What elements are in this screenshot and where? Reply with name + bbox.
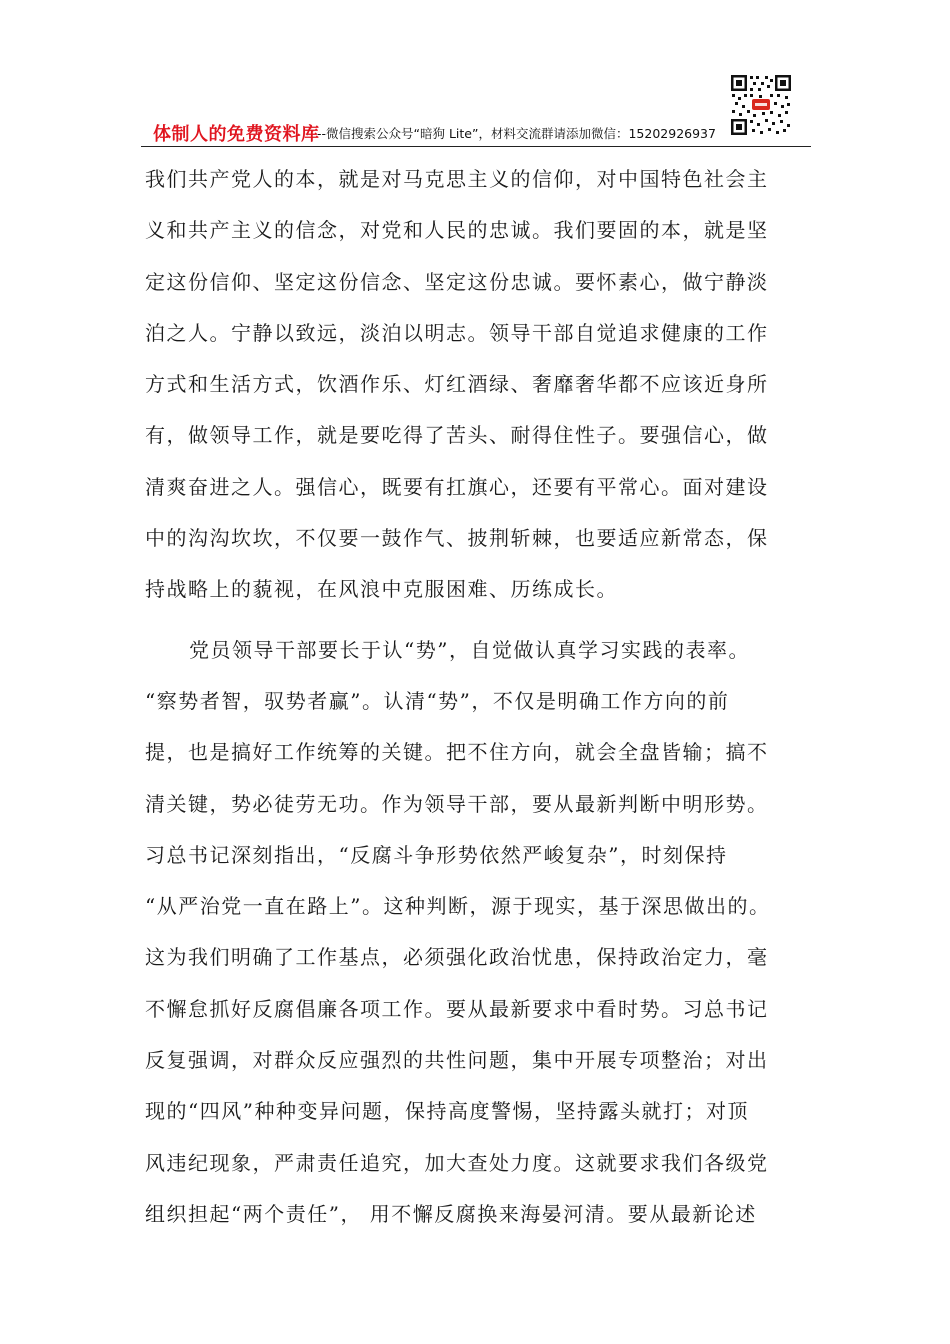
- page-header: [141, 118, 811, 144]
- text-line: 持战略上的藐视，在风浪中克服困难、历练成长。: [145, 577, 618, 602]
- text-line: 不懈怠抓好反腐倡廉各项工作。要从最新要求中看时势。习总书记: [145, 996, 769, 1021]
- document-body: [145, 156, 805, 1242]
- paragraph-1: [145, 156, 805, 618]
- text-line: 风违纪现象，严肃责任追究，加大查处力度。这就要求我们各级党: [145, 1150, 769, 1175]
- text-line: 反复强调，对群众反应强烈的共性问题，集中开展专项整治；对出: [145, 1048, 769, 1073]
- text-line: 义和共产主义的信念，对党和人民的忠诚。我们要固的本，就是坚: [145, 218, 769, 243]
- text-line: 清爽奋进之人。强信心，既要有扛旗心，还要有平常心。面对建设: [145, 474, 769, 499]
- header-rule: [141, 146, 811, 147]
- paragraph-2: [145, 627, 805, 1243]
- text-line: 组织担起“两个责任”， 用不懈反腐换来海晏河清。要从最新论述: [145, 1201, 757, 1226]
- text-line: 习总书记深刻指出，“反腐斗争形势依然严峻复杂”，时刻保持: [145, 842, 728, 867]
- text-line: 提，也是搞好工作统筹的关键。把不住方向，就会全盘皆输；搞不: [145, 740, 769, 765]
- text-line: 党员领导干部要长于认“势”，自觉做认真学习实践的表率。: [189, 637, 750, 662]
- text-line: 有，做领导工作，就是要吃得了苦头、耐得住性子。要强信心，做: [145, 423, 769, 448]
- text-line: 泊之人。宁静以致远，淡泊以明志。领导干部自觉追求健康的工作: [145, 320, 769, 345]
- text-line: “从严治党一直在路上”。这种判断，源于现实，基于深思做出的。: [145, 894, 771, 919]
- text-line: 方式和生活方式，饮酒作乐、灯红酒绿、奢靡奢华都不应该近身所: [145, 372, 769, 397]
- text-line: 现的“四风”种种变异问题，保持高度警惕，坚持露头就打；对顶: [145, 1099, 749, 1124]
- text-line: 清关键，势必徒劳无功。作为领导干部，要从最新判断中明形势。: [145, 791, 769, 816]
- text-line: 这为我们明确了工作基点，必须强化政治忧患，保持政治定力，毫: [145, 945, 769, 970]
- header-note: --微信搜索公众号“暗狗 Lite”，材料交流群请添加微信：15202926937: [317, 126, 716, 141]
- header-brand: 体制人的免费资料库: [153, 124, 320, 145]
- qr-code-icon: [730, 74, 792, 136]
- text-line: 定这份信仰、坚定这份信念、坚定这份忠诚。要怀素心，做宁静淡: [145, 269, 769, 294]
- text-line: “察势者智，驭势者赢”。认清“势”，不仅是明确工作方向的前: [145, 688, 730, 713]
- text-line: 我们共产党人的本，就是对马克思主义的信仰，对中国特色社会主: [145, 167, 769, 191]
- text-line: 中的沟沟坎坎，不仅要一鼓作气、披荆斩棘，也要适应新常态，保: [145, 526, 769, 551]
